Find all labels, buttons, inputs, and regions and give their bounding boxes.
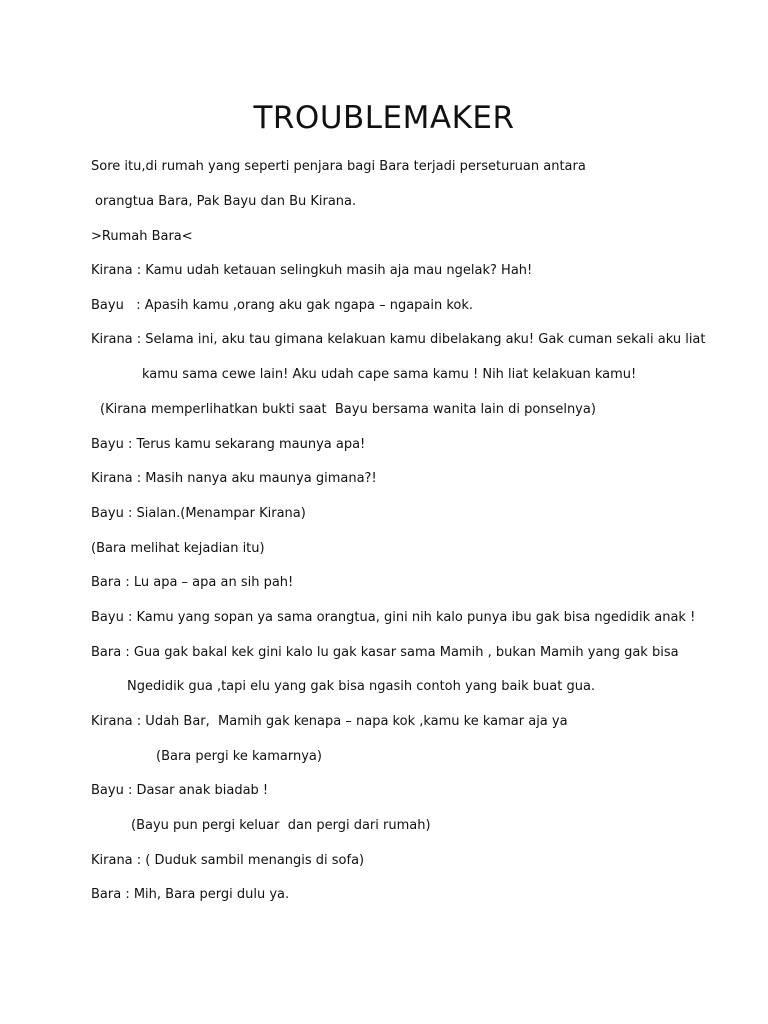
dialogue-line: Bayu : Terus kamu sekarang maunya apa! — [91, 437, 366, 452]
dialogue-line: Bara : Lu apa – apa an sih pah! — [91, 575, 294, 590]
text-line: >Rumah Bara< — [91, 229, 193, 244]
dialogue-line: Bayu : Sialan.(Menampar Kirana) — [91, 506, 306, 521]
dialogue-line: Bara : Mih, Bara pergi dulu ya. — [91, 887, 290, 902]
text-line: Sore itu,di rumah yang seperti penjara bagi Bara terjadi perseturuan antara — [91, 159, 586, 174]
dialogue-line: Bayu : Apasih kamu ,orang aku gak ngapa – ngapain kok. — [91, 298, 474, 313]
dialogue-line: Kirana : Masih nanya aku maunya gimana?! — [91, 471, 377, 486]
dialogue-line: Kirana : Selama ini, aku tau gimana kelakuan kamu dibelakang aku! Gak cuman sekali aku liat — [91, 332, 706, 347]
dialogue-line: Bayu : Kamu yang sopan ya sama orangtua, gini nih kalo punya ibu gak bisa ngedidik anak ! — [91, 610, 696, 625]
dialogue-line: Bayu : Dasar anak biadab ! — [91, 783, 269, 798]
stage-direction: (Bayu pun pergi keluar dan pergi dari rumah) — [131, 818, 431, 833]
dialogue-line: Kirana : Kamu udah ketauan selingkuh masih aja mau ngelak? Hah! — [91, 263, 533, 278]
dialogue-line: Bara : Gua gak bakal kek gini kalo lu gak kasar sama Mamih , bukan Mamih yang gak bisa — [91, 645, 679, 660]
document-title: TROUBLEMAKER — [253, 100, 515, 136]
text-line: orangtua Bara, Pak Bayu dan Bu Kirana. — [95, 194, 357, 209]
stage-direction: (Bara pergi ke kamarnya) — [156, 749, 322, 764]
stage-direction: (Bara melihat kejadian itu) — [91, 541, 265, 556]
dialogue-line: Kirana : Udah Bar, Mamih gak kenapa – napa kok ,kamu ke kamar aja ya — [91, 714, 568, 729]
dialogue-line-continued: kamu sama cewe lain! Aku udah cape sama kamu ! Nih liat kelakuan kamu! — [142, 367, 637, 382]
dialogue-line: Kirana : ( Duduk sambil menangis di sofa) — [91, 853, 365, 868]
dialogue-line-continued: Ngedidik gua ,tapi elu yang gak bisa ngasih contoh yang baik buat gua. — [127, 679, 596, 694]
stage-direction: (Kirana memperlihatkan bukti saat Bayu bersama wanita lain di ponselnya) — [100, 402, 596, 417]
